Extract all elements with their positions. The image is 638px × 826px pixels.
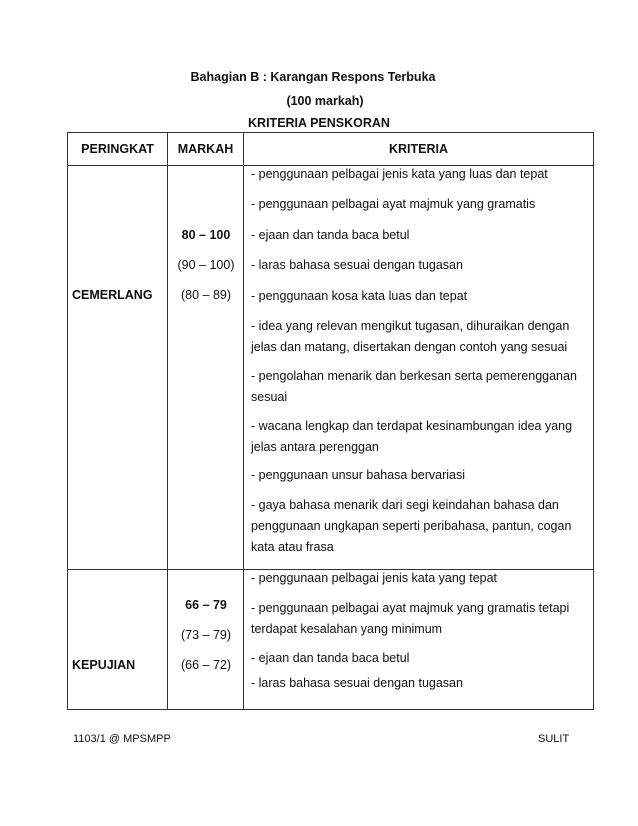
level-cell bbox=[68, 570, 168, 710]
table-header-row bbox=[68, 133, 594, 166]
column-header-criteria: KRITERIA bbox=[244, 133, 594, 166]
marks-subrange: (73 – 79) bbox=[180, 628, 232, 642]
marks-cell bbox=[168, 166, 244, 570]
marks-range: 80 – 100 bbox=[181, 228, 231, 242]
criteria-item: - ejaan dan tanda baca betul bbox=[251, 651, 410, 665]
total-marks: (100 markah) bbox=[286, 94, 364, 108]
column-header-marks: MARKAH bbox=[168, 133, 244, 166]
table-row-kepujian bbox=[68, 570, 594, 710]
criteria-item: - laras bahasa sesuai dengan tugasan bbox=[251, 258, 463, 272]
marks-range: 66 – 79 bbox=[185, 598, 227, 612]
marks-subrange: (66 – 72) bbox=[180, 658, 232, 672]
criteria-item: - pengolahan menarik dan berkesan serta pemerengganan sesuai bbox=[251, 369, 577, 404]
table-row-cemerlang bbox=[68, 166, 594, 570]
criteria-item: - penggunaan pelbagai jenis kata yang luas dan tepat bbox=[251, 167, 548, 181]
marks-subrange: (90 – 100) bbox=[177, 258, 235, 272]
criteria-item: - idea yang relevan mengikut tugasan, dihuraikan dengan jelas dan matang, disertakan dengan contoh yang sesuai bbox=[251, 319, 570, 354]
section-title: Bahagian B : Karangan Respons Terbuka bbox=[190, 70, 436, 84]
criteria-item: - laras bahasa sesuai dengan tugasan bbox=[251, 676, 463, 690]
criteria-item: - penggunaan kosa kata luas dan tepat bbox=[251, 289, 468, 303]
column-header-level: PERINGKAT bbox=[68, 133, 168, 166]
criteria-item: - ejaan dan tanda baca betul bbox=[251, 228, 410, 242]
criteria-item: - penggunaan unsur bahasa bervariasi bbox=[251, 468, 466, 482]
level-label: CEMERLANG bbox=[72, 288, 153, 302]
marks-cell bbox=[168, 570, 244, 710]
level-cell bbox=[68, 166, 168, 570]
criteria-cell bbox=[244, 166, 594, 570]
footer-label: SULIT bbox=[538, 733, 570, 745]
marks-subrange: (80 – 89) bbox=[180, 288, 232, 302]
criteria-item: - gaya bahasa menarik dari segi keindahan bahasa dan penggunaan ungkapan seperti peribahasa, pantun, cogan kata atau frasa bbox=[251, 498, 572, 554]
criteria-item: - penggunaan pelbagai jenis kata yang tepat bbox=[251, 571, 498, 585]
criteria-cell bbox=[244, 570, 594, 710]
criteria-heading: KRITERIA PENSKORAN bbox=[248, 116, 390, 130]
scoring-table bbox=[67, 132, 594, 710]
footer-code: 1103/1 @ MPSMPP bbox=[73, 733, 171, 745]
criteria-item: - wacana lengkap dan terdapat kesinambungan idea yang jelas antara perenggan bbox=[251, 419, 573, 454]
criteria-item: - penggunaan pelbagai ayat majmuk yang gramatis tetapi terdapat kesalahan yang minimum bbox=[251, 601, 570, 636]
criteria-item: - penggunaan pelbagai ayat majmuk yang gramatis bbox=[251, 197, 536, 211]
level-label: KEPUJIAN bbox=[72, 658, 136, 672]
